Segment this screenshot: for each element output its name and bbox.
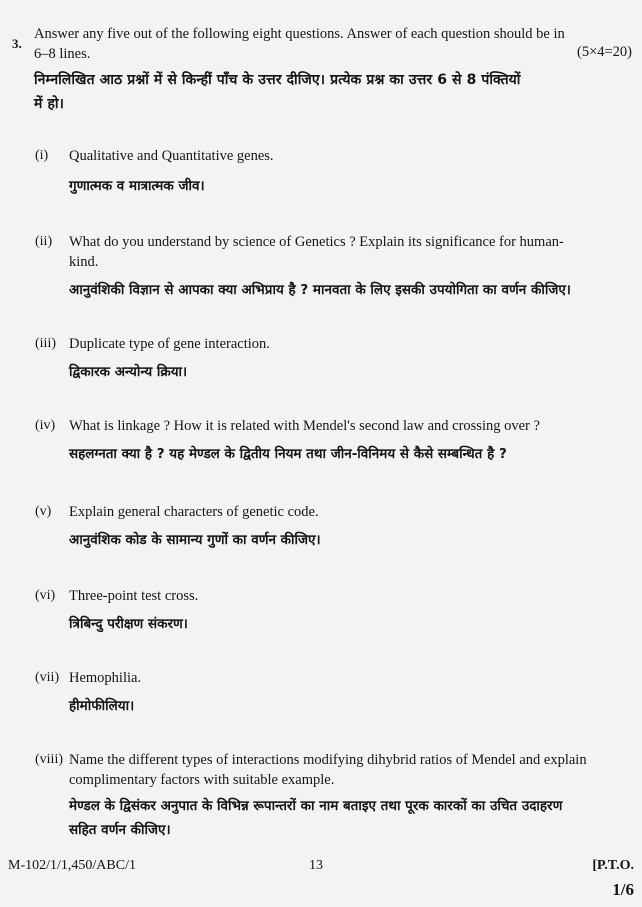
page-number: 13: [309, 858, 323, 873]
item-text-en-line2: kind.: [69, 254, 99, 270]
instruction-en-line1: Answer any five out of the following eight questions. Answer of each question should be in: [34, 26, 565, 42]
item-text-hi: सहलग्नता क्या है ? यह मेण्डल के द्वितीय नियम तथा जीन-विनिमय से कैसे सम्बन्धित है ?: [69, 446, 507, 462]
item-text-hi: आनुवंशिक कोड के सामान्य गुणों का वर्णन कीजिए।: [69, 532, 321, 548]
item-text-hi: त्रिबिन्दु परीक्षण संकरण।: [69, 616, 188, 632]
item-text-en: Hemophilia.: [69, 670, 142, 686]
item-number: (vi): [35, 588, 56, 603]
instruction-hi-line1: निम्नलिखित आठ प्रश्नों में से किन्हीं पाँच के उत्तर दीजिए। प्रत्येक प्रश्न का उत्तर 6 से 8 पंक्तियों: [34, 72, 521, 88]
item-number: (iv): [35, 418, 56, 433]
paper-code: M-102/1/1,450/ABC/1: [8, 858, 136, 873]
item-text-hi: आनुवंशिकी विज्ञान से आपका क्या अभिप्राय है ? मानवता के लिए इसकी उपयोगिता का वर्णन कीजिए।: [69, 282, 571, 298]
item-text-en: What is linkage ? How it is related with Mendel's second law and crossing over ?: [69, 418, 540, 434]
item-text-hi: द्विकारक अन्योन्य क्रिया।: [69, 364, 188, 380]
item-text-en-line2: complimentary factors with suitable example.: [69, 772, 335, 788]
pto-label: [P.T.O.: [592, 858, 634, 873]
item-number: (viii): [35, 752, 63, 767]
item-text-hi: मेण्डल के द्विसंकर अनुपात के विभिन्न रूपान्तरों का नाम बताइए तथा पूरक कारकों का उचित उदाहरण: [69, 798, 563, 814]
marks: (5×4=20): [576, 44, 632, 60]
question-number: 3.: [12, 36, 22, 51]
item-text-hi-line2: सहित वर्णन कीजिए।: [69, 822, 171, 838]
item-number: (iii): [35, 336, 56, 351]
item-text-en: Explain general characters of genetic code.: [69, 504, 319, 520]
sheet-fraction: 1/6: [612, 880, 634, 899]
item-text-en: Three-point test cross.: [69, 588, 199, 604]
item-number: (vii): [35, 670, 60, 685]
item-text-en: Name the different types of interactions modifying dihybrid ratios of Mendel and explain: [69, 752, 587, 768]
item-number: (i): [35, 148, 49, 163]
instruction-hi-line2: में हो।: [34, 96, 65, 112]
item-text-hi: हीमोफीलिया।: [69, 698, 135, 714]
item-text-hi: गुणात्मक व मात्रात्मक जीव।: [69, 178, 205, 194]
item-text-en: Qualitative and Quantitative genes.: [69, 148, 274, 164]
item-text-en: What do you understand by science of Genetics ? Explain its significance for human-: [69, 234, 564, 250]
instruction-en-line2: 6–8 lines.: [34, 46, 91, 62]
item-number: (v): [35, 504, 52, 519]
item-text-en: Duplicate type of gene interaction.: [69, 336, 270, 352]
item-number: (ii): [35, 234, 53, 249]
